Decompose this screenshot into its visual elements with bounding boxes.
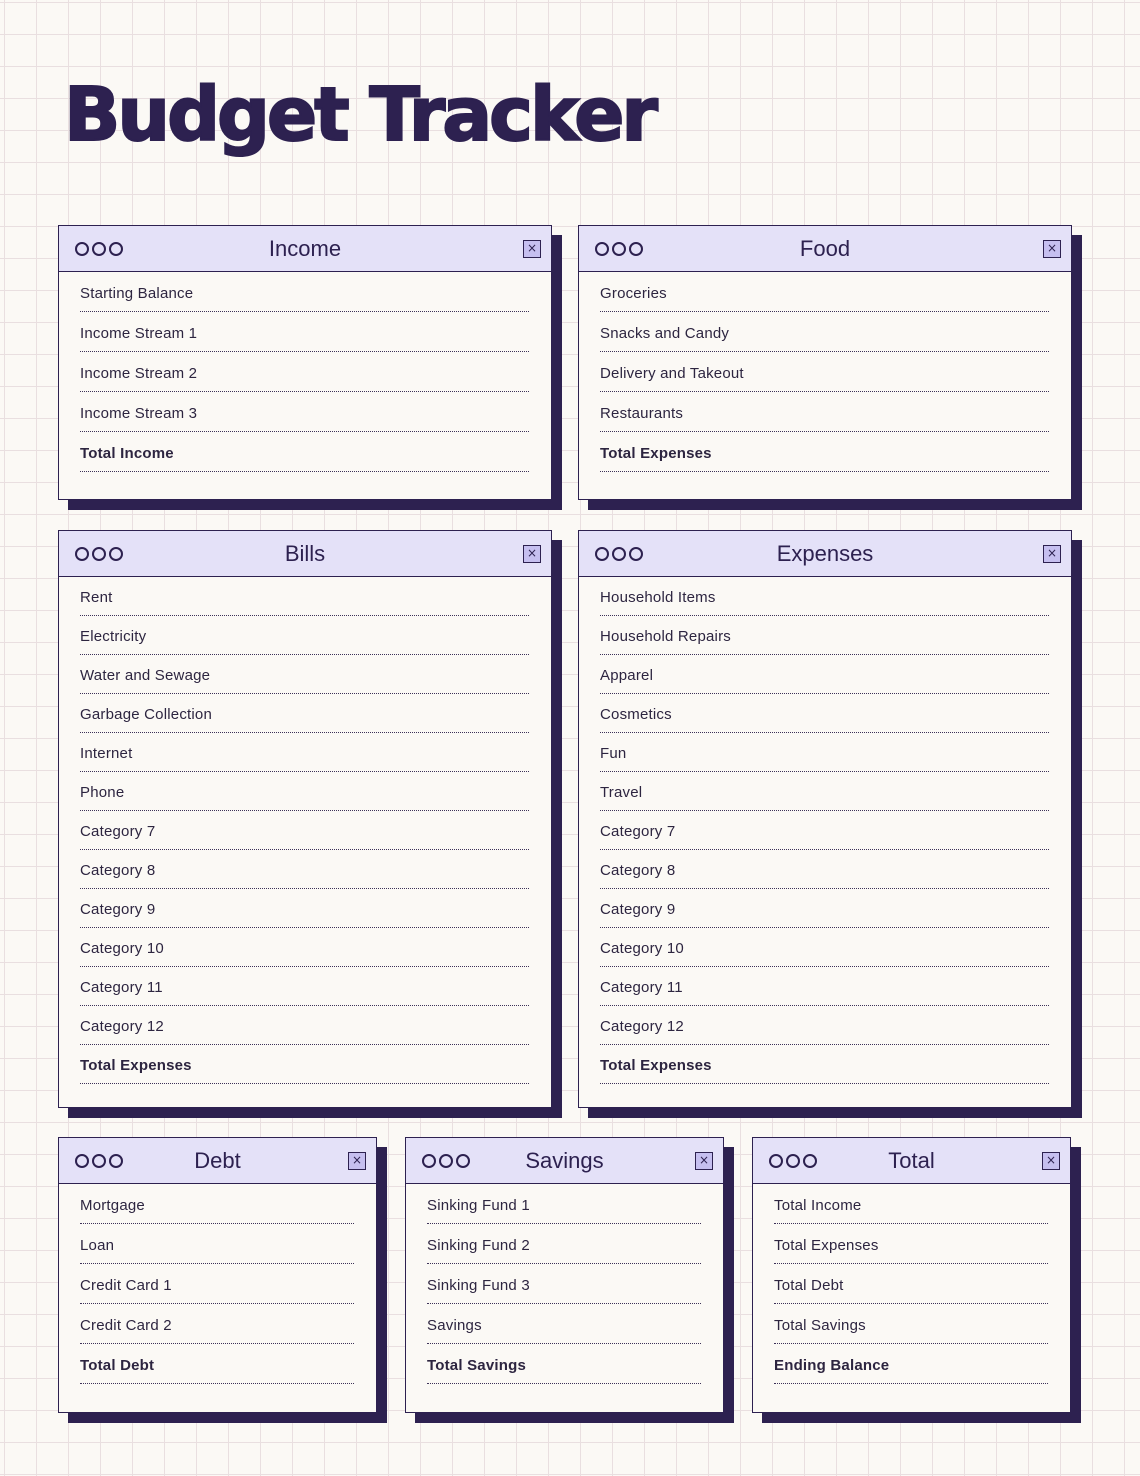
food-rows (579, 272, 1071, 472)
expenses-rows (579, 577, 1071, 1084)
bills-row: Water and Sewage (80, 655, 529, 694)
income-rows (59, 272, 551, 472)
food-row: Delivery and Takeout (600, 352, 1049, 392)
income-row: Income Stream 3 (80, 392, 529, 432)
income-panel-title: Income (268, 236, 342, 261)
bills-row: Category 9 (80, 889, 529, 928)
expenses-row: Category 12 (600, 1006, 1049, 1045)
bills-row: Category 10 (80, 928, 529, 967)
income-panel (58, 225, 552, 500)
income-panel-header (59, 226, 551, 272)
total-row: Total Income (774, 1184, 1048, 1224)
close-icon[interactable]: × (523, 545, 541, 563)
debt-total-row: Total Debt (80, 1344, 354, 1384)
savings-panel (405, 1137, 724, 1413)
income-total-row: Total Income (80, 432, 529, 472)
bills-panel-title: Bills (284, 541, 326, 566)
expenses-row: Travel (600, 772, 1049, 811)
expenses-row: Category 9 (600, 889, 1049, 928)
bills-row: Rent (80, 577, 529, 616)
debt-row: Mortgage (80, 1184, 354, 1224)
expenses-panel-header (579, 531, 1071, 577)
bills-row: Internet (80, 733, 529, 772)
savings-panel-header (406, 1138, 723, 1184)
food-panel-header (579, 226, 1071, 272)
total-panel-header (753, 1138, 1070, 1184)
expenses-row: Category 11 (600, 967, 1049, 1006)
food-row: Groceries (600, 272, 1049, 312)
debt-panel-title: Debt (194, 1148, 241, 1173)
food-total-row: Total Expenses (600, 432, 1049, 472)
bills-total-row: Total Expenses (80, 1045, 529, 1084)
income-row: Starting Balance (80, 272, 529, 312)
debt-row: Credit Card 2 (80, 1304, 354, 1344)
debt-rows (59, 1184, 376, 1384)
expenses-row: Category 8 (600, 850, 1049, 889)
expenses-row: Apparel (600, 655, 1049, 694)
expenses-panel (578, 530, 1072, 1108)
savings-row: Sinking Fund 3 (427, 1264, 701, 1304)
total-panel (752, 1137, 1071, 1413)
close-icon[interactable]: × (1043, 240, 1061, 258)
food-panel (578, 225, 1072, 500)
close-icon[interactable]: × (1043, 545, 1061, 563)
expenses-total-row: Total Expenses (600, 1045, 1049, 1084)
close-icon[interactable]: × (348, 1152, 366, 1170)
savings-row: Savings (427, 1304, 701, 1344)
expenses-row: Category 10 (600, 928, 1049, 967)
savings-panel-title: Savings (525, 1148, 604, 1173)
close-icon[interactable]: × (523, 240, 541, 258)
income-row: Income Stream 1 (80, 312, 529, 352)
total-rows (753, 1184, 1070, 1384)
bills-rows (59, 577, 551, 1084)
bills-row: Electricity (80, 616, 529, 655)
total-row: Total Savings (774, 1304, 1048, 1344)
close-icon[interactable]: × (695, 1152, 713, 1170)
debt-panel (58, 1137, 377, 1413)
debt-row: Credit Card 1 (80, 1264, 354, 1304)
close-icon[interactable]: × (1042, 1152, 1060, 1170)
page-title: Budget Tracker (64, 72, 655, 158)
expenses-row: Household Items (600, 577, 1049, 616)
expenses-row: Fun (600, 733, 1049, 772)
expenses-row: Cosmetics (600, 694, 1049, 733)
savings-total-row: Total Savings (427, 1344, 701, 1384)
total-row: Total Expenses (774, 1224, 1048, 1264)
food-panel-title: Food (799, 236, 851, 261)
bills-row: Category 8 (80, 850, 529, 889)
bills-row: Category 11 (80, 967, 529, 1006)
savings-row: Sinking Fund 2 (427, 1224, 701, 1264)
food-row: Restaurants (600, 392, 1049, 432)
debt-row: Loan (80, 1224, 354, 1264)
bills-panel (58, 530, 552, 1108)
expenses-row: Category 7 (600, 811, 1049, 850)
expenses-panel-title: Expenses (776, 541, 874, 566)
savings-rows (406, 1184, 723, 1384)
bills-row: Category 12 (80, 1006, 529, 1045)
debt-panel-header (59, 1138, 376, 1184)
bills-row: Garbage Collection (80, 694, 529, 733)
bills-row: Phone (80, 772, 529, 811)
ending-balance-row: Ending Balance (774, 1344, 1048, 1384)
bills-row: Category 7 (80, 811, 529, 850)
savings-row: Sinking Fund 1 (427, 1184, 701, 1224)
income-row: Income Stream 2 (80, 352, 529, 392)
bills-panel-header (59, 531, 551, 577)
expenses-row: Household Repairs (600, 616, 1049, 655)
total-panel-title: Total (888, 1148, 935, 1173)
food-row: Snacks and Candy (600, 312, 1049, 352)
total-row: Total Debt (774, 1264, 1048, 1304)
